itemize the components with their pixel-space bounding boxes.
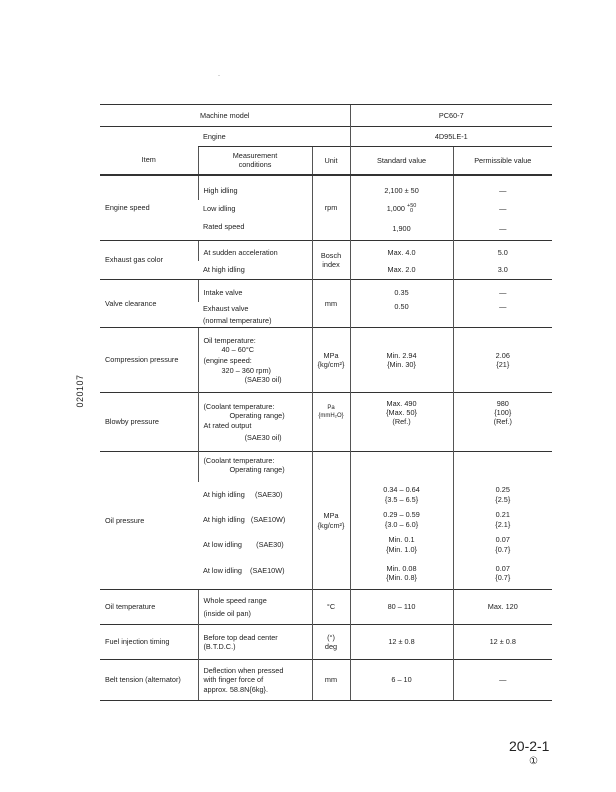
oil-temperature-row: Oil temperature Whole speed range (inside oil pan) °C 80 – 110 Max. 120 [100, 590, 552, 625]
oil-temp-item: Oil temperature [100, 590, 198, 625]
machine-model-label: Machine model [100, 105, 350, 127]
fuel-injection-row: Fuel injection timing Before top dead center (B.T.D.C.) (°) deg 12 ± 0.8 12 ± 0.8 [100, 625, 552, 660]
engine-row [100, 127, 552, 147]
fuel-item: Fuel injection timing [100, 625, 198, 660]
engine-label: Engine [198, 127, 350, 147]
low-idle-standard: 1,000 +50 0 [350, 200, 453, 218]
blowby-row: Blowby pressure (Coolant temperature: Operating range) At rated output (SAE30 oil) Pa {mmH₂O} Max. 490 {Max. 50} (Ref.) 980 {100} (Ref.) [100, 393, 552, 452]
col-unit: Unit [312, 146, 350, 175]
valve-clearance-row: Valve clearance Intake valve mm 0.35 — [100, 280, 552, 303]
valve-item: Valve clearance [100, 280, 198, 328]
spec-table: Machine model PC60-7 Engine 4D95LE-1 Item Measurement conditions Unit Standard value Permissible value Engine speed High idling rpm 2,100 ± 50 — Low idling 1,000 +50 0 — Rated speed 1,900 — Exhaust gas color At sudden acceleration Bosch index Max. 4.0 5.0 At high idling Max. 2.0 3.0 Valve clearance Intake valve mm 0.35 — Exhaust valve 0.50 — (normal temperature) Compression pressure Oil temperature: 40 – 60°C (engine speed: 320 – 360 rpm) (SAE30 oil) MPa {kg/cm²} Min. 2.94 {Min. 30} 2.06 {21} Blowby pressure (Coolant temperature: Operating range) At rated output (SAE30 oil) Pa {mmH₂O} Max. 490 {Max. 50} (Ref.) 980 {100} (Ref.) Oil pressure (Coolant temperature: Operating range) MPa {kg/cm²} At high idling (SAE30) 0.34 – 0.64 {3.5 – 6.5} 0.25 {2.5} At high idling (SAE10W) 0.29 – 0.59 {3.0 – 6.0} 0.21 {2.1} At low idling (SAE30) Min. 0.1 {Min. 1.0} 0.07 {0.7} At low idling (SAE10W) Min. 0.08 {Min. 0.8} 0.07 {0.7} Oil temperature Whole speed range (inside oil pan) °C 80 – 110 Max. 120 Fuel injection timing Before top dead center (B.T.D.C.) (°) deg 12 ± 0.8 12 ± 0.8 Belt tension (alternator) Deflection when pressed with finger force of approx. 58.8N{6kg}. mm 6 – 10 — [100, 104, 552, 701]
exhaust-row: Exhaust gas color At sudden acceleration Bosch index Max. 4.0 5.0 [100, 241, 552, 262]
machine-model-row [100, 105, 552, 127]
revision-mark: ① [529, 756, 538, 767]
engine-speed-item: Engine speed [105, 203, 150, 213]
belt-tension-row: Belt tension (alternator) Deflection when pressed with finger force of approx. 58.8N{6kg}. mm 6 – 10 — [100, 660, 552, 701]
machine-model-value: PC60-7 [350, 105, 552, 127]
col-item: Item [100, 146, 198, 175]
belt-item: Belt tension (alternator) [100, 660, 198, 701]
side-document-id: 020107 [75, 374, 85, 408]
page-number: 20-2-1 [509, 738, 550, 754]
oil-pressure-item: Oil pressure [100, 452, 198, 590]
column-header-row [100, 146, 552, 175]
engine-speed-row: Engine speed High idling rpm 2,100 ± 50 — [100, 175, 552, 200]
col-conditions: Measurement conditions [198, 146, 312, 175]
col-standard: Standard value [350, 146, 453, 175]
oil-pressure-row: Oil pressure (Coolant temperature: Operating range) MPa {kg/cm²} [100, 452, 552, 483]
engine-value: 4D95LE-1 [350, 127, 552, 147]
exhaust-item: Exhaust gas color [100, 241, 198, 280]
compression-item: Compression pressure [100, 328, 198, 393]
blowby-item: Blowby pressure [100, 393, 198, 452]
col-permissible: Permissible value [453, 146, 552, 175]
scan-dot: - [218, 73, 220, 79]
compression-row: Compression pressure Oil temperature: 40 – 60°C (engine speed: 320 – 360 rpm) (SAE30 oil) MPa {kg/cm²} Min. 2.94 {Min. 30} 2.06 {21} [100, 328, 552, 393]
